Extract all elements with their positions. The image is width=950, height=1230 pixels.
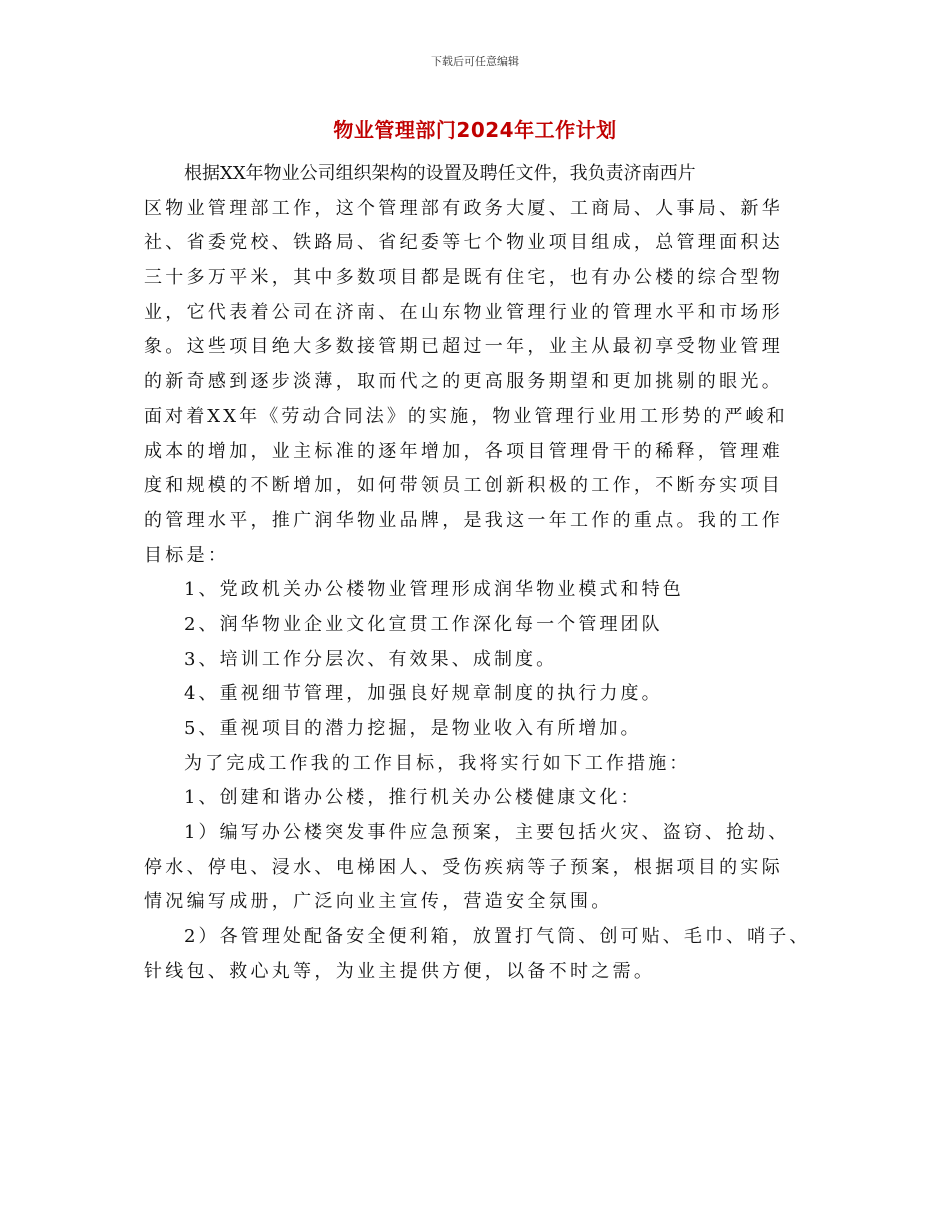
paragraph-line: 社、省委党校、铁路局、省纪委等七个物业项目组成，总管理面积达 [144, 232, 783, 254]
goal-item: 4、重视细节管理，加强良好规章制度的执行力度。 [184, 683, 663, 705]
paragraph-line: 的新奇感到逐步淡薄，取而代之的更高服务期望和更加挑剔的眼光。 [144, 371, 783, 393]
paragraph-line: 目标是： [144, 544, 230, 566]
paragraph-line: 面对着XX年《劳动合同法》的实施，物业管理行业用工形势的严峻和 [144, 405, 788, 427]
paragraph-line: 的管理水平，推广润华物业品牌，是我这一年工作的重点。我的工作 [144, 509, 783, 531]
paragraph-line: 成本的增加，业主标准的逐年增加，各项目管理骨干的稀释，管理难 [144, 440, 783, 462]
paragraph-line: 业，它代表着公司在济南、在山东物业管理行业的管理水平和市场形 [144, 301, 783, 323]
goal-item: 5、重视项目的潜力挖掘，是物业收入有所增加。 [184, 718, 642, 739]
goal-item: 2、润华物业企业文化宣贯工作深化每一个管理团队 [184, 613, 663, 635]
paragraph-line: 针线包、救心丸等，为业主提供方便，以备不时之需。 [144, 960, 656, 982]
document-body [144, 157, 819, 990]
paragraph-line: 根据XX年物业公司组织架构的设置及聘任文件，我负责济南西片 [184, 163, 696, 184]
paragraph-line: 情况编写成册，广泛向业主宣传，营造安全氛围。 [144, 891, 613, 913]
paragraph-line: 三十多万平米，其中多数项目都是既有住宅，也有办公楼的综合型物 [144, 267, 783, 289]
paragraph-line: 为了完成工作我的工作目标，我将实行如下工作措施： [184, 752, 691, 774]
paragraph-line: 1）编写办公楼突发事件应急预案，主要包括火灾、盗窃、抢劫、 [184, 822, 790, 844]
goal-item: 3、培训工作分层次、有效果、成制度。 [184, 648, 558, 670]
paragraph-line: 区物业管理部工作，这个管理部有政务大厦、工商局、人事局、新华 [144, 197, 783, 219]
goal-item: 1、党政机关办公楼物业管理形成润华物业模式和特色 [184, 579, 684, 601]
page-header-note: 下载后可任意编辑 [431, 55, 519, 68]
document-title: 物业管理部门2024年工作计划 [333, 118, 617, 142]
measure-heading: 1、创建和谐办公楼，推行机关办公楼健康文化： [184, 787, 642, 809]
paragraph-line: 停水、停电、浸水、电梯困人、受伤疾病等子预案，根据项目的实际 [144, 856, 783, 878]
paragraph-line: 2）各管理处配备安全便利箱，放置打气筒、创可贴、毛巾、哨子、 [184, 926, 811, 948]
paragraph-line: 度和规模的不断增加，如何带领员工创新积极的工作，不断夯实项目 [144, 475, 783, 497]
paragraph-line: 象。这些项目绝大多数接管期已超过一年，业主从最初享受物业管理 [144, 336, 783, 358]
